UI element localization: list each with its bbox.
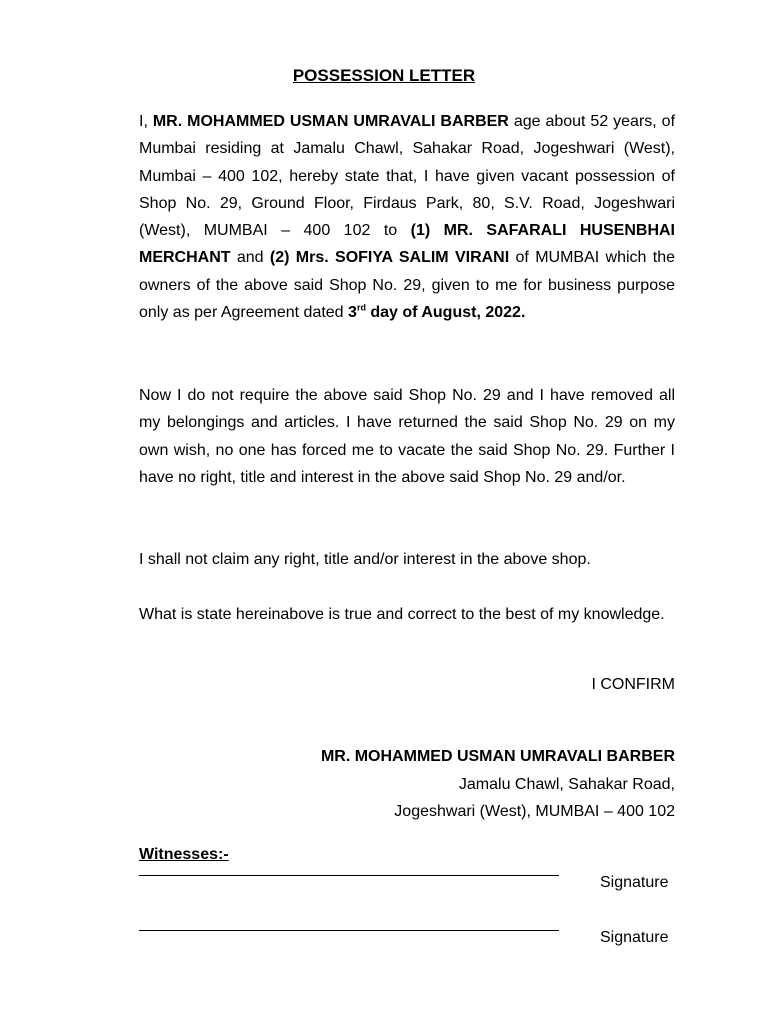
para1-text-4: of MUMBAI which the owners of the above said Shop No. 29, given to me for business purpose only as per Agreement dated	[139, 249, 675, 322]
date-day: 3	[348, 304, 357, 322]
tenant-name: MR. MOHAMMED USMAN UMRAVALI BARBER	[152, 113, 509, 130]
witness-1-signature-line	[139, 875, 559, 876]
paragraph-vacate: Now I do not require the above said Shop No. 29 and I have removed all my belongings and articles. I have returned the said Shop No. 29 on my own wish, no one has forced me to vacate the said Shop No. 29. Further I have no right, title and interest in the above said Shop No. 29 and/or.	[139, 387, 675, 486]
owner-1-name: (1) MR. SAFARALI HUSENBHAI MERCHANT	[139, 222, 675, 267]
witness-2-signature-line	[139, 930, 559, 931]
paragraph-possession	[139, 108, 675, 326]
para1-text-1: I,	[139, 113, 153, 130]
signatory-name: MR. MOHAMMED USMAN UMRAVALI BARBER	[320, 748, 675, 765]
confirm-text: I CONFIRM	[591, 676, 675, 693]
witnesses-heading: Witnesses:-	[139, 846, 229, 863]
signatory-address-line-2: Jogeshwari (West), MUMBAI – 400 102	[394, 803, 675, 820]
witness-1-signature-label: Signature	[600, 874, 669, 891]
signatory-address-line-1: Jamalu Chawl, Sahakar Road,	[458, 776, 675, 793]
date-rest: day of August, 2022.	[365, 304, 526, 322]
witness-2-signature-label: Signature	[600, 929, 669, 946]
document-title: POSSESSION LETTER	[292, 66, 476, 85]
agreement-date	[348, 304, 525, 321]
para1-text-3: and	[230, 249, 270, 267]
owner-2-name: (2) Mrs. SOFIYA SALIM VIRANI	[269, 249, 510, 267]
para1-text-2: age about 52 years, of Mumbai residing at Jamalu Chawl, Sahakar Road, Jogeshwari (West), Mumbai – 400 102, hereby state that, I have given vacant possession of Shop No. 29, Ground Floor, Firdaus Park, 80, S.V. Road, Jogeshwari (West), MUMBAI – 400 102 to	[139, 113, 676, 240]
paragraph-no-claim: I shall not claim any right, title and/or interest in the above shop.	[139, 551, 591, 568]
paragraph-declaration: What is state hereinabove is true and correct to the best of my knowledge.	[139, 606, 665, 623]
date-ordinal: rd	[356, 302, 366, 313]
